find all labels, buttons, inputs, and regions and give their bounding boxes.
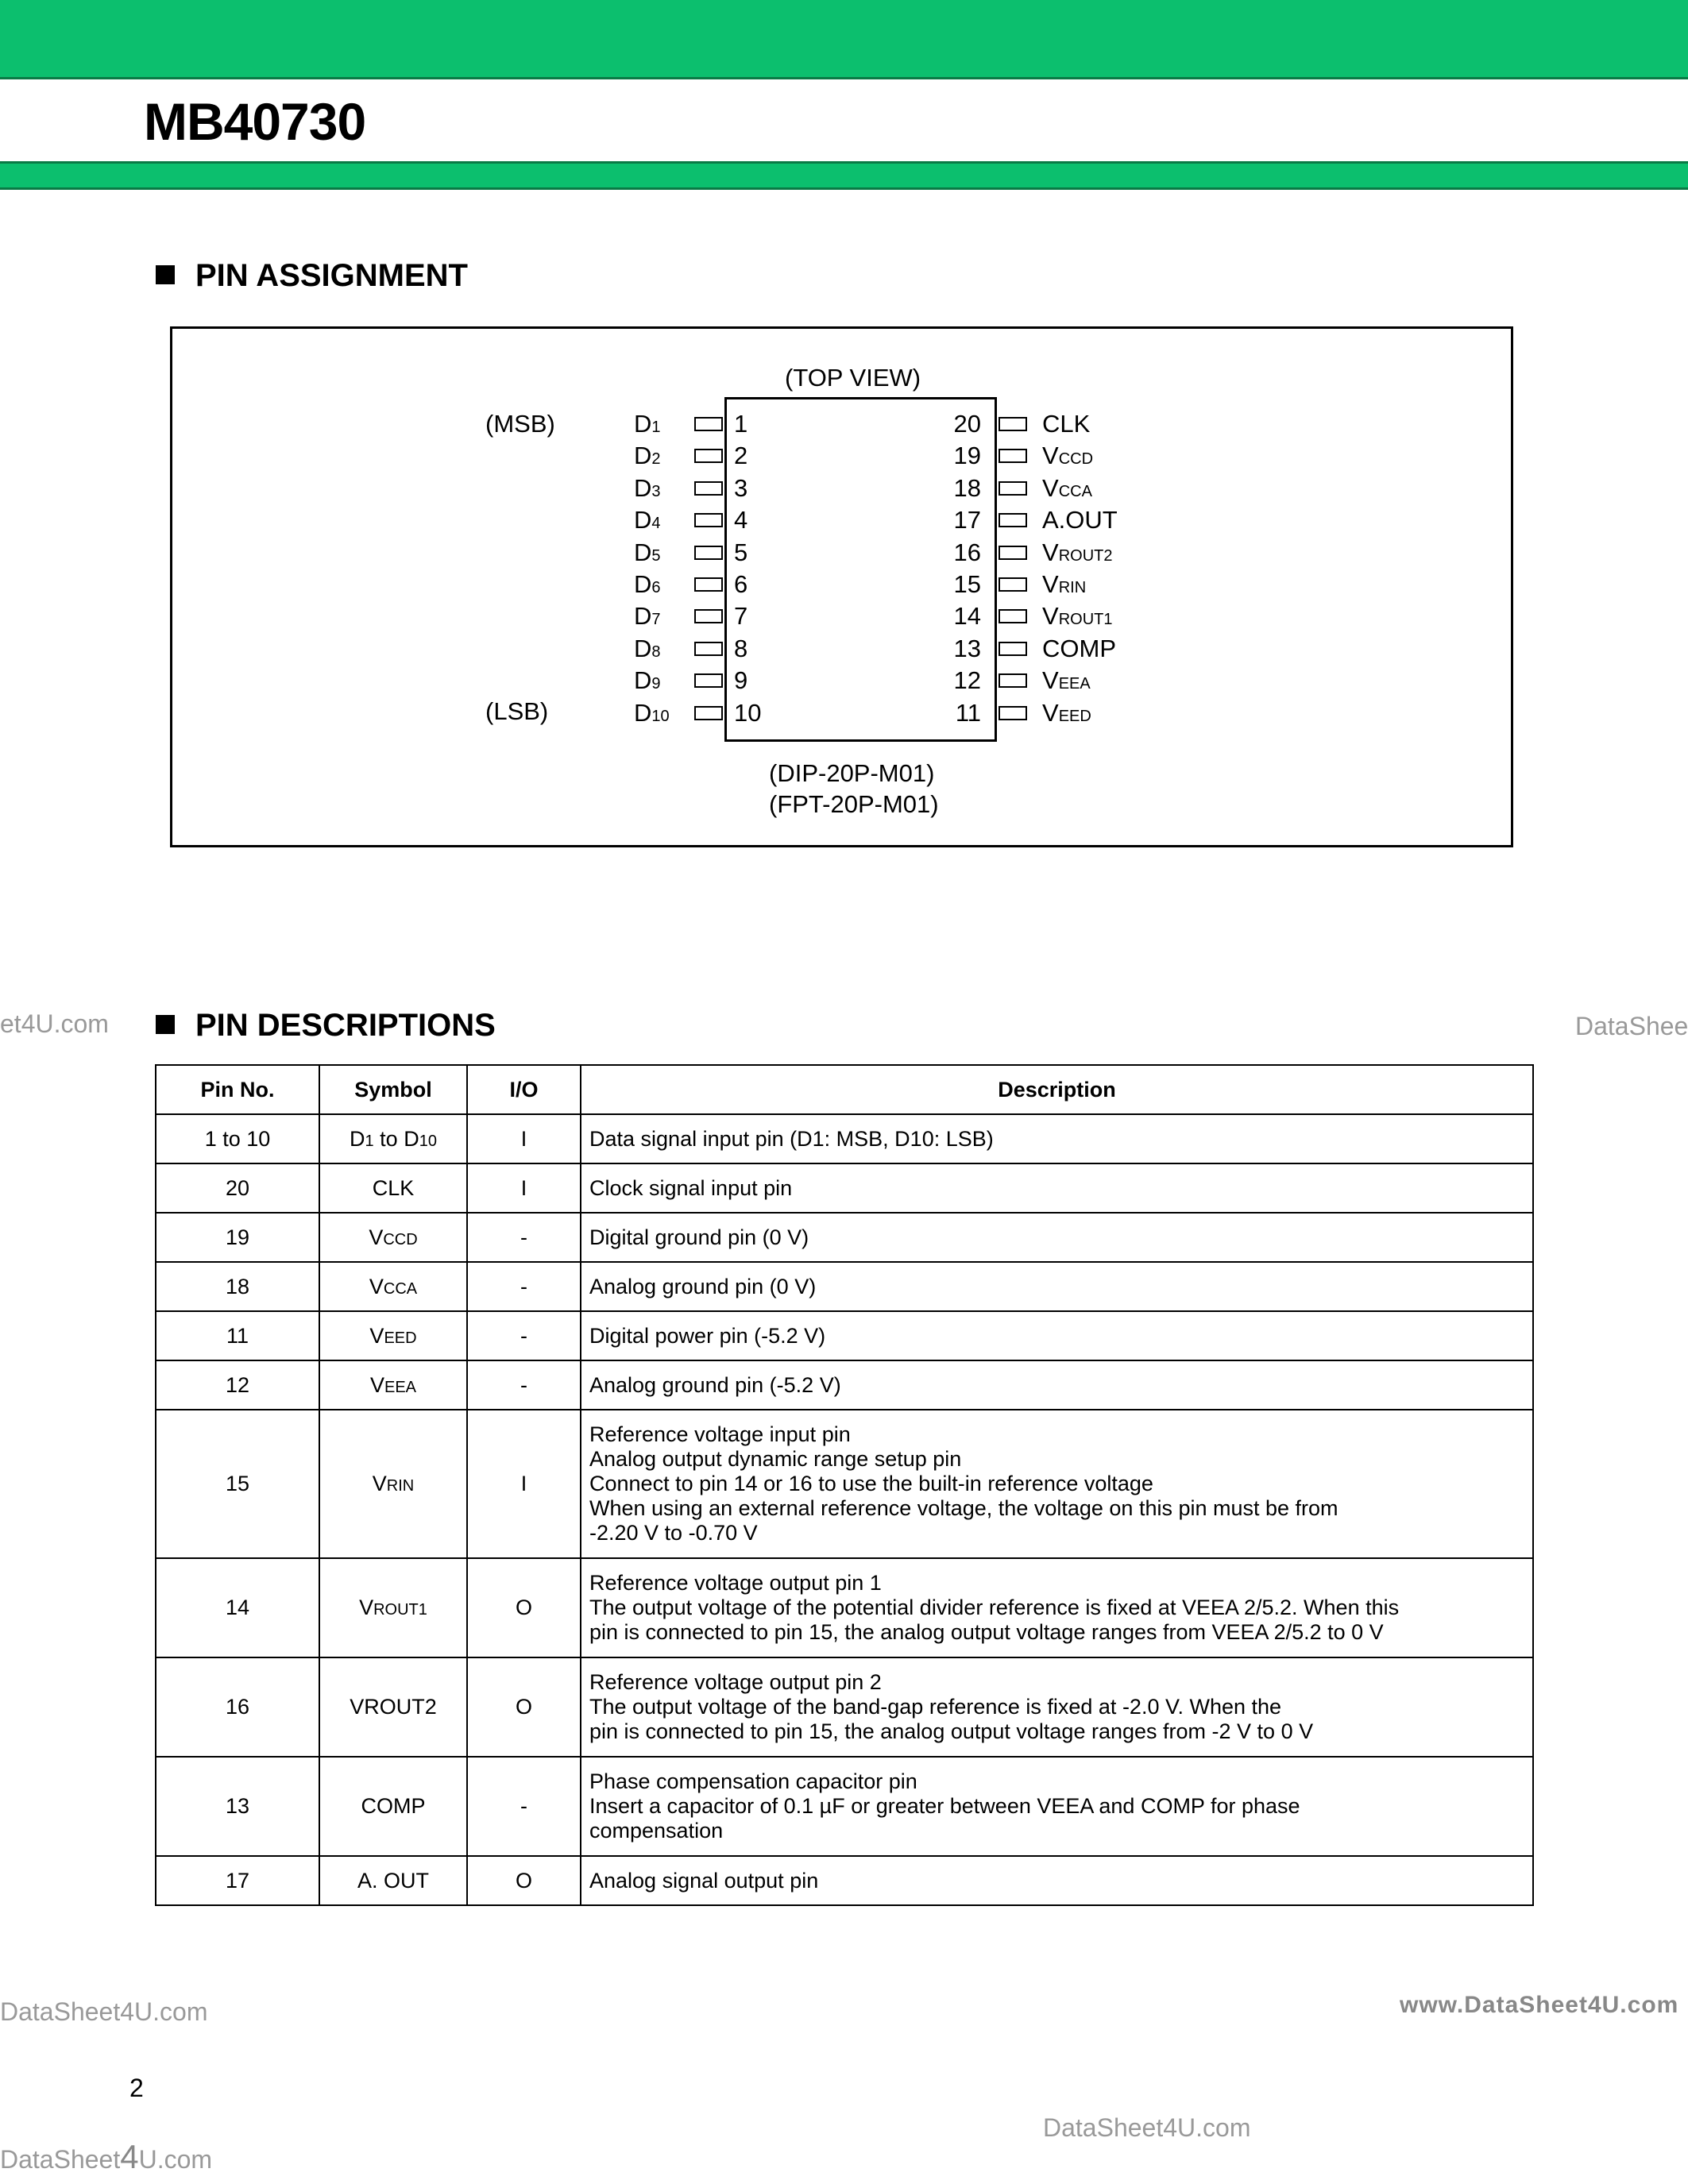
right-pin-label: A.OUT [1042,506,1118,534]
io-cell: I [467,1114,581,1163]
pin-number-cell: 18 [156,1262,319,1311]
io-cell: - [467,1213,581,1262]
left-pin-label: D1 [634,410,661,438]
description-cell [581,1856,1533,1905]
left-pin-number: 2 [734,442,748,470]
left-pin-number: 3 [734,473,748,502]
pin-number-cell: 13 [156,1757,319,1856]
left-pin-stub [694,546,723,560]
symbol-cell: A. OUT [319,1856,467,1905]
description-cell [581,1410,1533,1558]
right-pin-label: CLK [1042,410,1091,438]
symbol-cell: VROUT1 [319,1558,467,1657]
table-row [156,1657,1533,1757]
watermark-footer: DataSheet4U.com [0,2138,213,2175]
description-line: compensation [589,1819,724,1843]
right-pin-stub [999,673,1027,688]
left-pin-number: 8 [734,634,748,662]
table-row [156,1311,1533,1360]
left-pin-number: 5 [734,538,748,566]
square-bullet-icon [156,265,175,284]
pin-number-cell: 11 [156,1311,319,1360]
left-pin-label: D9 [634,666,661,695]
table-row [156,1213,1533,1262]
right-pin-stub [999,513,1027,527]
symbol-cell: VROUT2 [319,1657,467,1757]
watermark-left: et4U.com [0,1009,109,1038]
document-title: MB40730 [144,92,366,151]
description-line: When using an external reference voltage, the voltage on this pin must be from [589,1496,1338,1520]
right-pin-number: 15 [953,570,981,598]
description-line: The output voltage of the potential divider reference is fixed at VEEA 2/5.2. When this [589,1596,1400,1619]
description-cell [581,1558,1533,1657]
pin-number-cell: 14 [156,1558,319,1657]
description-cell [581,1163,1533,1213]
pin-number-cell: 12 [156,1360,319,1410]
left-pin-number: 6 [734,570,748,598]
left-pin-number: 1 [734,410,748,438]
right-pin-stub [999,577,1027,592]
left-pin-label: D10 [634,698,670,727]
description-line: pin is connected to pin 15, the analog output voltage ranges from -2 V to 0 V [589,1719,1314,1743]
description-cell [581,1114,1533,1163]
symbol-cell: VEED [319,1311,467,1360]
description-line: Digital ground pin (0 V) [589,1225,809,1249]
description-line: -2.20 V to -0.70 V [589,1521,758,1545]
right-pin-label: VCCD [1042,442,1094,470]
left-pin-number: 9 [734,666,748,695]
description-line: The output voltage of the band-gap reference is fixed at -2.0 V. When the [589,1695,1282,1719]
description-line: Reference voltage output pin 2 [589,1670,882,1694]
right-pin-label: VCCA [1042,473,1092,502]
io-cell: - [467,1311,581,1360]
watermark-bottom-right: www.DataSheet4U.com [1400,1992,1679,2018]
symbol-cell: VRIN [319,1410,467,1558]
description-line: Insert a capacitor of 0.1 µF or greater between VEEA and COMP for phase [589,1794,1300,1818]
pin-number-cell: 1 to 10 [156,1114,319,1163]
left-pin-stub [694,513,723,527]
pin-number-cell: 17 [156,1856,319,1905]
right-pin-number: 20 [953,410,981,438]
page-number: 2 [129,2074,144,2102]
package-label-fpt: (FPT-20P-M01) [769,790,939,818]
io-cell: I [467,1410,581,1558]
right-pin-stub [999,706,1027,720]
left-pin-stub [694,609,723,623]
pin-number-cell: 16 [156,1657,319,1757]
description-line: Clock signal input pin [589,1175,793,1200]
right-pin-label: VROUT2 [1042,538,1113,566]
right-pin-label: VEEA [1042,666,1091,695]
description-line: Analog ground pin (0 V) [589,1274,817,1298]
io-cell: O [467,1856,581,1905]
description-line: Analog output dynamic range setup pin [589,1447,962,1471]
left-pin-stub [694,449,723,463]
left-pin-stub [694,673,723,688]
symbol-cell: VCCA [319,1262,467,1311]
left-pin-stub [694,417,723,431]
right-pin-stub [999,609,1027,623]
description-line: Analog ground pin (-5.2 V) [589,1372,841,1397]
top-green-band [0,0,1688,79]
column-header-description: Description [581,1065,1533,1114]
left-pin-label: D4 [634,506,661,534]
left-pin-stub [694,577,723,592]
left-pin-label: D3 [634,473,661,502]
symbol-cell: COMP [319,1757,467,1856]
pin-number-cell: 19 [156,1213,319,1262]
io-cell: - [467,1757,581,1856]
description-line: Reference voltage output pin 1 [589,1571,882,1595]
table-row [156,1114,1533,1163]
table-row [156,1410,1533,1558]
lsb-label: (LSB) [485,697,549,725]
left-pin-number: 7 [734,602,748,631]
table-row [156,1757,1533,1856]
table-row [156,1360,1533,1410]
description-cell [581,1311,1533,1360]
io-cell: - [467,1360,581,1410]
symbol-cell: D1 to D10 [319,1114,467,1163]
symbol-cell: VEEA [319,1360,467,1410]
symbol-cell: CLK [319,1163,467,1213]
right-pin-stub [999,481,1027,496]
symbol-cell: VCCD [319,1213,467,1262]
right-pin-number: 19 [953,442,981,470]
right-pin-number: 13 [953,634,981,662]
io-cell: I [467,1163,581,1213]
left-pin-number: 4 [734,506,748,534]
pin-descriptions-heading: PIN DESCRIPTIONS [156,1006,496,1044]
description-cell [581,1262,1533,1311]
watermark-bottom-center: DataSheet4U.com [1043,2113,1251,2142]
description-line: Analog signal output pin [589,1868,819,1893]
pin-description-table [155,1064,1534,1906]
pin-number-cell: 20 [156,1163,319,1213]
right-pin-label: VEED [1042,698,1091,727]
right-pin-stub [999,642,1027,656]
table-row [156,1856,1533,1905]
right-pin-number: 17 [953,506,981,534]
package-label-dip: (DIP-20P-M01) [769,759,935,787]
description-line: Reference voltage input pin [589,1422,851,1446]
right-pin-number: 16 [953,538,981,566]
left-pin-label: D6 [634,570,661,598]
square-bullet-icon [156,1015,175,1034]
table-row [156,1558,1533,1657]
description-cell [581,1360,1533,1410]
description-line: Data signal input pin (D1: MSB, D10: LSB) [589,1126,994,1151]
right-pin-number: 18 [953,473,981,502]
pin-number-cell: 15 [156,1410,319,1558]
right-pin-number: 12 [953,666,981,695]
left-pin-stub [694,706,723,720]
right-pin-label: COMP [1042,634,1116,662]
io-cell: O [467,1558,581,1657]
description-line: Connect to pin 14 or 16 to use the built-in reference voltage [589,1472,1153,1495]
description-cell [581,1757,1533,1856]
title-underline-band [0,161,1688,190]
right-pin-stub [999,546,1027,560]
watermark-bottom-left: DataSheet4U.com [0,1997,208,2026]
left-pin-number: 10 [734,698,762,727]
right-pin-number: 14 [953,602,981,631]
description-line: Digital power pin (-5.2 V) [589,1323,826,1348]
left-pin-label: D8 [634,634,661,662]
top-view-label: (TOP VIEW) [785,364,921,392]
pin-assignment-heading: PIN ASSIGNMENT [156,257,468,295]
left-pin-label: D7 [634,602,661,631]
io-cell: O [467,1657,581,1757]
right-pin-label: VROUT1 [1042,602,1113,631]
io-cell: - [467,1262,581,1311]
right-pin-stub [999,449,1027,463]
table-row [156,1163,1533,1213]
left-pin-stub [694,642,723,656]
watermark-right: DataShee [1575,1012,1688,1040]
left-pin-label: D2 [634,442,661,470]
table-row [156,1262,1533,1311]
right-pin-label: VRIN [1042,570,1087,598]
right-pin-number: 11 [955,698,981,727]
column-header-pin: Pin No. [156,1065,319,1114]
left-pin-stub [694,481,723,496]
table-header-row [156,1065,1533,1114]
description-cell [581,1657,1533,1757]
description-cell [581,1213,1533,1262]
left-pin-label: D5 [634,538,661,566]
description-line: Phase compensation capacitor pin [589,1769,917,1793]
column-header-symbol: Symbol [319,1065,467,1114]
description-line: pin is connected to pin 15, the analog output voltage ranges from VEEA 2/5.2 to 0 V [589,1620,1384,1644]
column-header-io: I/O [467,1065,581,1114]
right-pin-stub [999,417,1027,431]
msb-label: (MSB) [485,410,555,438]
